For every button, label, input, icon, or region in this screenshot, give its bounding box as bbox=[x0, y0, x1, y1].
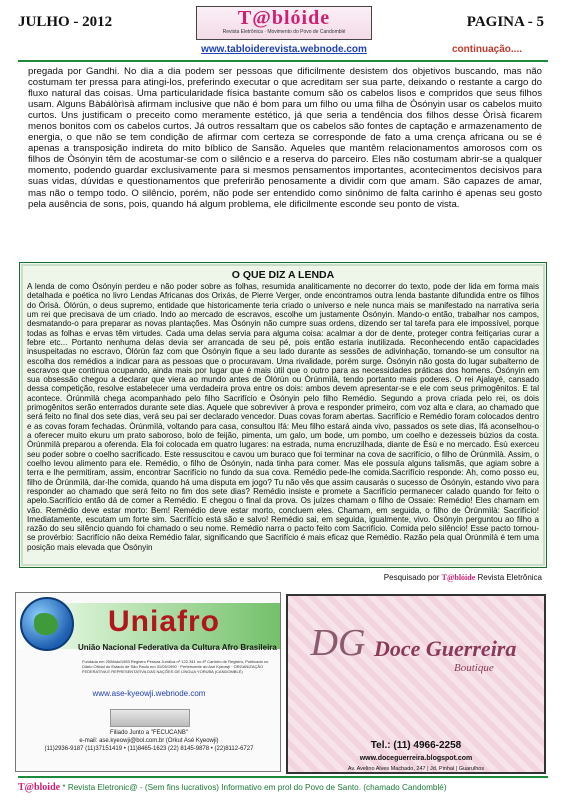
doce-guerreira-ad[interactable] bbox=[286, 594, 546, 774]
tabloide-logo bbox=[196, 6, 372, 40]
uniafro-ad[interactable] bbox=[15, 592, 281, 772]
uniafro-url[interactable]: www.ase-kyeowji.webnode.com bbox=[92, 689, 206, 698]
uniafro-name: Uniafro bbox=[108, 605, 220, 638]
legend-text: A lenda de como Òsónyin perdeu e não poder sobre as folhas, resumida analiticamente no decorrer do texto, pode der lida em forma mais detalhada e poética no livro Lendas Africanas dos Orixás, de Pierre Verger, onde encontramos outra lenda bastante difundida entre os filhos do Òrìsà. Ólórùn, o deus supremo, entidade que historicamente teria criado o universo e nele nunca mais se manifestado na narrativa seria um rei que precisava de um criado. Indo ao mercado de escravos, escolhe um justamente Òsónyin. Mando-o então, trabalhar nos campos, desmatando-o para preparar as novas plantações. Mas Òsónyin não cumpre suas ordens, dizendo ser tal tarefa para ele impossível, porque todas as folhas e ervas têm virtudes. Cada uma delas servia para alguma coisa: acalmar a dor de dente, proteger contra feitiçarias curar a febre etc... Portanto nenhuma delas devia ser arrancada de seu pé, pois então estaria inutilizada. Reconhecendo então capacidades insuspeitadas no escravo, Ólórùn faz com que Òsónyin fique a seu lado durante as sessões de adivinhação, tornando-se um consultor na escolha dos remédios a indicar para as pessoas que o procuravam. Uma rivalidade, porém surge. Òsónyin não gosta do lugar subalterno de escravos que continua ocupando, ainda mais por lugar que é mais útil que o outro para as necessidades práticas dos homens. Òsónyin em sua obsessão chegou a declarar que viera ao mundo antes de Ólórùn ou Òrúnmìlà, tendo portanto mais poderes. O rei Ajalayé, cansado dessa competição, resolve estabelecer uma verdadeira prova entre os dois: ambos devem apresentar-se e ele com seus primogênitos. E tal acontece. Òrúnmìlà chega acompanhado pelo filho Sacrifício e Òsónyin pelo filho Remédio. Segundo a prova criada pelo rei, os dois primogênitos serão enterrados durante sete dias. Aquele que sobreviver à prova e responder primeiro, com voz alta e clara, ao chamado que será feito no final dos sete dias, verá seu pai ser declarado vencedor. Duas covas foram abertas. Sacrifício e Remédio foram colocados dentro e as covas foram fechadas. Òrúnmìlà, voltando para casa, consultou Ifá: Meu filho estará ainda vivo, passados os sete dias, Ifá aconselhou-o a oferecer muito ekuru um prato saboroso, bolo de feijão, pimenta, um galo, um bode, um pombo, um coelho e dezesseis búzios da costa. Òrúnmìlà preparou a oferenda. Ela foi colocada em quatro lugares: na estrada, numa encruzilhada, diante de Èsù e no mercado. Èsù exerceu seu poder sobre o coelho sacrificado. Este ressuscitou e cavou um buraco que foi terminar na cova de sacrifício, o filho de Òrúnmìlà. Assim, o coelho levou alimento para ele. Remédio, o filho de Òsónyin, nada tinha para comer. Mas ele possuía alguns talismãs, que agiam sobre a terra e lhe permitiram, assim, encontrar Sacrifício no fundo da sua cova. Remédio pede-lhe comida.Sacrifício responde: Ah, como posso eu, filho de Òrúnmìlà, dar-lhe comida, quando há uma disputa em jogo? Tu não vês que assim causarás o sucesso de Òsónyin, estando vivo para responder ao chamado que será feito no fim dos sete dias? Remédio insiste e promete a Sacrifício permanecer calado quando for feito o apelo.Sacrifício então dá de comer a Remédio. E chegou o final da prova. Os juízes chamam o filho de Ossaie: Remédio! Eles chamam em vão. Remédio deve estar morto: Bem! Remédio deve estar morto, concluem eles. Chamam, em seguida, o filho de Òrúnmìlà: Sacrifício! Imediatamente, escutam um forte sim. Sacrifício está são e salvo! Remédio sai, em seguida, igualmente, vivo. Òsónyin perguntou ao filho a razão do seu silêncio quando foi chamado o seu nome. Remédio narra o pacto feito com Sacrifício. Comida pelo silêncio! Esse pacto tornou-se provérbio: Sacrifício não deixa Remédio falar, significando que Sacrifício é mais eficaz que Remédio. Razão pela qual Òrúnmìlà é tem uma posição mais elevada que Òsónyin bbox=[27, 282, 539, 552]
page-header bbox=[0, 0, 566, 66]
logo-subtitle: Revista Eletrônica · Movimento do Povo de Candomblé bbox=[222, 29, 346, 35]
credit-logo: T@blóide bbox=[441, 573, 476, 582]
logo-title: T@blóide bbox=[237, 7, 331, 29]
article-body: pregada por Gandhi. No dia a dia podem ser pessoas que dificilmente desistem dos objetivos buscando, mas não costumam ter pressa para atingi-los, preferindo executar o que acreditam ser sua parte, deixando o restante a cargo do fluxo natural das coisas. Uma particularidade física bastante comum são os cabelos lisos e compridos que seus filhos usam. Alguns Bàbálòrìsà afirmam inclusive que não é bom para um filho ou uma filha de Òsónyin usar os cabelos muito curtos. Uns justificam o preceito como meramente estético, já que seria a tendência dos filhos desse Òrìsà ficarem menos bonitos com os cabelos curtos. Já outros ressaltam que os cabelos são fontes de captação e armazenamento de energia, o que não se tem condição de afirmar com certeza se corresponde de fato a uma crença africana ou se é apenas a transposição indireta do mito bíblico de Sansão. Aqueles que mantêm relacionamentos amorosos com os filhos de Òsónyin têm de acostumar-se com o silêncio e a reserva do parceiro. Eles não costumam abrir-se a qualquer momento, podendo guardar exclusivamente para si mesmos pensamentos importantes, acontecimentos decisivos para suas vidas, dúvidas e questionamentos que preferirão penosamente a dividir com que amam. São capazes de amar, mas não o tempo todo. O silêncio, porém, não pode ser entendido como sinônimo de falta carinho é apenas seu gosto pela ausência de sons, pois, quando há algum problema, ele dificilmente esconde seu ponto de vista. bbox=[28, 66, 542, 210]
continued-label: continuação.... bbox=[451, 44, 522, 55]
legend-title: O QUE DIZ A LENDA bbox=[231, 269, 335, 281]
dg-monogram: DG bbox=[310, 622, 366, 664]
uniafro-emblem bbox=[110, 709, 190, 727]
page-number: PAGINA - 5 bbox=[466, 14, 544, 30]
uniafro-contact bbox=[24, 729, 274, 753]
footer-text: * Revista Eletronic@ - (Sem fins lucrativos) Informativo em prol do Povo de Santo. (chamado Candomblé) bbox=[62, 783, 447, 792]
uniafro-email: e-mail: ase.kyeowji@bol.com.br (Orkut Asé Kyeowji) bbox=[79, 738, 219, 744]
dg-name: Doce Guerreira bbox=[374, 636, 517, 661]
uniafro-fine-print: Fundada em 25/Maio/1983 Registro Pessoa Jurídica nº 122.341 no 4º Cartório de Registro, Publicado no Diário Oficial do Estado de São Paulo em 31/05/1990 · Pertencente ao Asé Kyeowji · ORGANIZAÇÃO FEDERATIVA E REPRESENTATIVA DAS NAÇÕES DE LÍNGUA YORUBA (CANDOMBLÉ) bbox=[82, 659, 269, 674]
globe-icon bbox=[20, 597, 74, 651]
uniafro-phones: (11)2936-9187 (11)37151419 • (11)8465-1623 (22) 8145-9878 • (22)8112-6727 bbox=[44, 746, 254, 752]
research-credit bbox=[384, 573, 542, 582]
uniafro-affiliation: Filiado Junto a "FECUCANB" bbox=[110, 730, 188, 736]
credit-suffix: Revista Eletrônica bbox=[477, 573, 542, 582]
issue-date: JULHO - 2012 bbox=[18, 14, 113, 30]
header-divider bbox=[18, 60, 548, 62]
page-footer bbox=[18, 776, 548, 793]
dg-address: Av. Avelino Alves Machado, 247 | Jd. Pinhal | Guarulhos bbox=[347, 766, 485, 772]
footer-logo: T@bloide bbox=[18, 782, 61, 793]
site-link[interactable]: www.tabloiderevista.webnode.com bbox=[201, 44, 367, 55]
uniafro-subtitle: União Nacional Federativa da Cultura Afro Brasileira bbox=[78, 643, 277, 652]
dg-phone: Tel.: (11) 4966-2258 bbox=[370, 740, 462, 751]
dg-tagline: Boutique bbox=[454, 662, 494, 674]
credit-prefix: Pesquisado por bbox=[383, 573, 440, 582]
dg-blog[interactable]: www.doceguerreira.blogspot.com bbox=[359, 755, 473, 762]
legend-box bbox=[19, 262, 547, 568]
